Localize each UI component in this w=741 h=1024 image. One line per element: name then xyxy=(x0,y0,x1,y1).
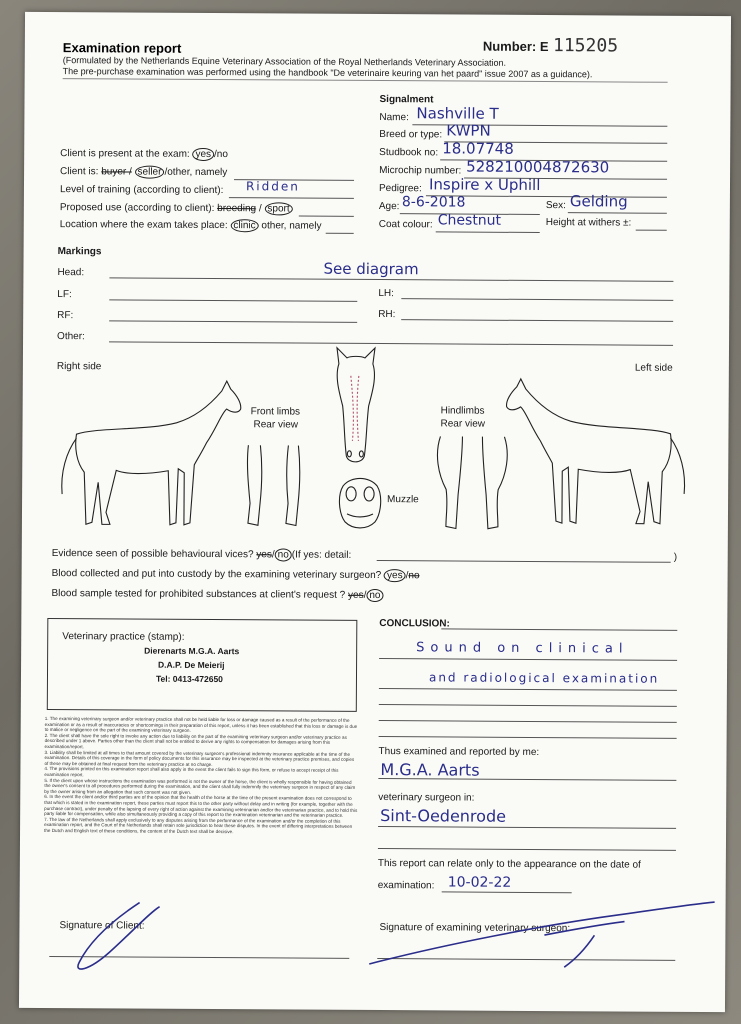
sex-value: Gelding xyxy=(569,192,628,211)
term-item: 6. In the event the client and/or third parties are of the opinion that the health of the horse at the time of the present examination does not correspond to that which is stated in the examination report, these parties must report this to the other party without delay and in writing (for example, together with the purchase contract), under penalty of the lapsing of every right of action against the examining veterinarian and/or the veterinarian practice, and to hold this party liable for compensation, while also simultaneously providing a copy of this report to the examination veterinarian and the veterinarian practice. xyxy=(44,794,358,818)
height-label: Height at withers ±: xyxy=(545,217,632,229)
report-number-value: 115205 xyxy=(552,35,619,57)
name-value: Nashville T xyxy=(416,104,499,123)
left-side-label: Left side xyxy=(634,362,673,374)
client-present xyxy=(60,148,228,160)
term-item: 5. If the client upon whose instructions the examination was performed is not the owner of the horse, the client is wholly responsible for having obtained the owner's consent to all procedures performed during the examination, and the client shall fully indemnify the veterinary surgeon in respect of any claim by the owner arising from an allegation that such consent was not given. xyxy=(44,777,356,795)
term-item: 7. The law of the Netherlands shall apply exclusively to any disputes arising from the performance of the examination and/or the completion of this examination report, and the Court of the Netherlands shall retain sole jurisdiction to hear these disputes. In the event of differing interpretations between the Dutch and English text of these conditions, the content of the Dutch text shall be decisive. xyxy=(44,816,353,835)
front-rear-view-label: Rear view xyxy=(253,419,299,431)
sex-label: Sex: xyxy=(545,200,566,212)
surgeon-in-value: Sint-Oedenrode xyxy=(380,806,507,826)
proposed-use xyxy=(60,202,293,214)
coat-label: Coat colour: xyxy=(378,219,433,231)
report-title: Examination report xyxy=(62,40,182,56)
report-number-label: Number: E xyxy=(482,38,549,55)
markings-heading: Markings xyxy=(57,246,102,258)
vet-signature-label: Signature of examining veterinary surgeon: xyxy=(379,922,571,935)
blood-custody-no: no xyxy=(408,570,420,582)
report-number xyxy=(483,35,618,57)
training-label: Level of training (according to client): xyxy=(59,184,224,197)
stamp-line-2: D.A.P. De Meierij xyxy=(158,659,225,671)
other-label: Other: xyxy=(57,331,85,343)
client-is-buyer: buyer / xyxy=(101,166,132,178)
stamp-label: Veterinary practice (stamp): xyxy=(62,631,185,643)
term-item: 4. The provisions printed on this examination report shall also apply in the event the client fails to sign this form, or refuse to accept receipt of this examination report. xyxy=(44,766,339,778)
muzzle-label: Muzzle xyxy=(387,494,419,506)
term-item: 1. The examining veterinary surgeon and/or veterinary practice shall not be held liable for loss or damage caused as a result of the performance of the examination or as a result of inaccuracies or shortcomings in their preparation of this report, unless it has been established that this loss or damage is due to malice or negligence on the part of the examining veterinary surgeon. xyxy=(44,715,358,734)
training-value: Ridden xyxy=(245,179,300,194)
client-present-no: /no xyxy=(214,149,228,161)
examined-value: M.G.A. Aarts xyxy=(380,760,480,780)
client-is xyxy=(60,166,227,178)
conclusion-heading: CONCLUSION: xyxy=(379,618,450,630)
client-signature-label: Signature of Client: xyxy=(59,920,145,932)
horse-left-side-diagram xyxy=(498,371,691,532)
client-present-yes: yes xyxy=(192,148,214,161)
exam-date-label: examination: xyxy=(377,880,435,892)
blood-tested-question: Blood sample tested for prohibited substances at client's request ? yes/ no xyxy=(51,588,383,601)
right-side-label: Right side xyxy=(56,361,102,373)
client-is-seller: seller xyxy=(135,166,165,179)
term-item: 3. Liability shall be limited at all times to that amount covered by the veterinary surgeon's professional indemnity insurance applicable at the time of the examination. Details of this coverage in the form of policy documents for this insurance may be inspected at the veterinary practice premises, and copies of these may be obtained at final request from the veterinary practice at no charge. xyxy=(44,749,355,767)
signalment-heading: Signalment xyxy=(379,94,434,106)
front-limbs-rear-view-diagram xyxy=(244,443,305,533)
proposed-use-sport: sport xyxy=(264,202,292,215)
term-item: 2. The client shall have the sole right to invoke any action due to liability on the part of the examining veterinary surgeon and/or veterinary practice as described under 1 above. Parties other than the client shall not be entitled to derive any rights to compensation for damages arising from this examination/report. xyxy=(44,732,347,750)
coat-value: Chestnut xyxy=(437,212,502,229)
appearance-note: This report can relate only to the appearance on the date of xyxy=(377,858,641,871)
vices-detail: (If yes: detail: xyxy=(291,549,352,561)
location xyxy=(60,219,322,232)
horse-right-side-diagram xyxy=(56,372,247,533)
pedigree-value: Inspire x Uphill xyxy=(428,175,541,195)
blood-custody-question: Blood collected and put into custody by the examining veterinary surgeon? yes /no xyxy=(51,568,420,582)
client-is-label: Client is: xyxy=(60,166,99,178)
name-label: Name: xyxy=(379,112,409,124)
location-label: Location where the exam takes place: xyxy=(59,219,228,232)
blood-tested-label: Blood sample tested for prohibited substances at client's request ? xyxy=(51,588,346,601)
vet-signature-scribble xyxy=(364,894,719,976)
vices-label: Evidence seen of possible behavioural vices? xyxy=(51,548,254,561)
exam-date-value: 10-02-22 xyxy=(447,874,512,891)
front-limbs-label: Front limbs xyxy=(250,406,301,418)
conclusion-line-1: Sound on clinical xyxy=(416,640,629,657)
blood-tested-yes: yes xyxy=(347,589,364,601)
lh-label: LH: xyxy=(378,288,394,300)
stamp-line-1: Dierenarts M.G.A. Aarts xyxy=(144,645,240,657)
head-label: Head: xyxy=(57,267,85,279)
blood-custody-yes: yes xyxy=(384,569,406,582)
muzzle-diagram xyxy=(337,476,383,532)
vices-no: no xyxy=(275,548,292,561)
lf-label: LF: xyxy=(57,289,72,301)
pedigree-label: Pedigree: xyxy=(378,183,422,195)
microchip-value: 528210004872630 xyxy=(466,157,610,177)
conclusion-line-2: and radiological examination xyxy=(428,670,660,686)
head-value: See diagram xyxy=(323,259,419,279)
horse-head-front-diagram xyxy=(330,346,381,466)
vices-question: Evidence seen of possible behavioural vices? yes/ no (If yes: detail: xyxy=(51,548,352,561)
stamp-box xyxy=(47,618,358,712)
report-subtitle-1: (Formulated by the Netherlands Equine Veterinary Association of the Royal Netherlands Veterinary Association. xyxy=(62,55,507,68)
rh-label: RH: xyxy=(378,309,396,321)
studbook-label: Studbook no: xyxy=(379,147,439,159)
terms-list xyxy=(44,716,359,835)
blood-tested-no: no xyxy=(366,589,383,602)
age-label: Age: xyxy=(378,201,400,213)
client-is-other: /other, namely xyxy=(164,166,228,179)
rf-label: RF: xyxy=(57,310,74,322)
proposed-use-breeding: breeding xyxy=(217,203,257,215)
age-value: 8-6-2018 xyxy=(401,194,466,211)
location-other: other, namely xyxy=(258,220,322,232)
breed-label: Breed or type: xyxy=(379,129,443,141)
examined-label: Thus examined and reported by me: xyxy=(378,746,540,759)
hind-limbs-label: Hindlimbs xyxy=(440,405,485,417)
proposed-use-separator: / xyxy=(256,203,262,215)
location-clinic: clinic xyxy=(230,219,258,232)
microchip-label: Microchip number: xyxy=(379,165,462,177)
breed-value: KWPN xyxy=(446,121,491,140)
blood-custody-label: Blood collected and put into custody by the examining veterinary surgeon? xyxy=(51,568,382,582)
vices-yes: yes xyxy=(256,549,272,561)
client-present-label: Client is present at the exam: xyxy=(60,148,190,160)
examination-report-sheet xyxy=(19,12,731,1012)
proposed-use-label: Proposed use (according to client): xyxy=(59,202,215,215)
client-signature-scribble xyxy=(49,892,170,983)
report-subtitle-2: The pre-purchase examination was performed using the handbook "De veterinaire keuring van het paard" issue 2007 as a guidance). xyxy=(62,66,593,80)
surgeon-in-label: veterinary surgeon in: xyxy=(378,792,475,804)
stamp-line-3: Tel: 0413-472650 xyxy=(155,673,223,685)
studbook-value: 18.07748 xyxy=(442,139,514,158)
hind-rear-view-label: Rear view xyxy=(440,418,486,430)
vices-close: ) xyxy=(673,551,678,563)
